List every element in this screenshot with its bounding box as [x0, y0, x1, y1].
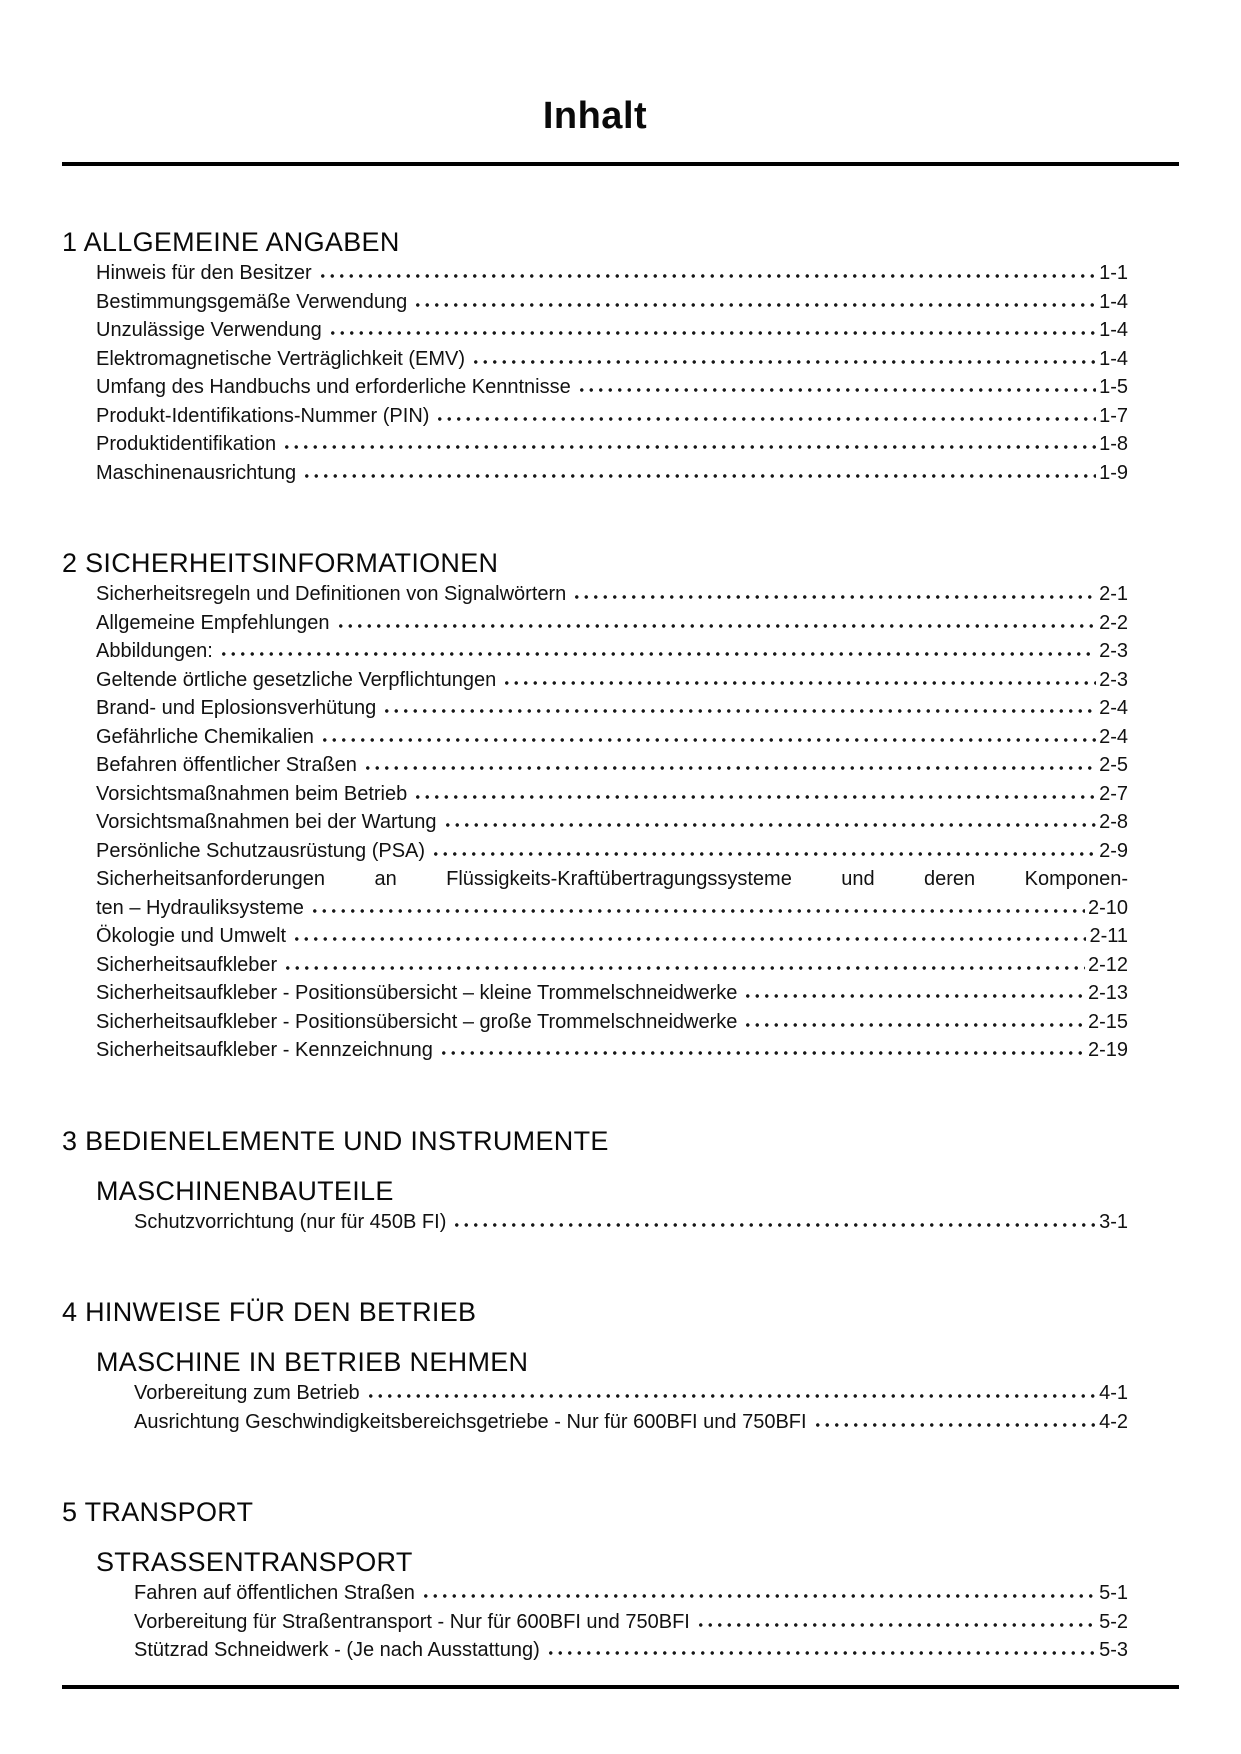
dot-leader: [741, 979, 1085, 1008]
toc-entry-label: Ökologie und Umwelt: [96, 925, 287, 947]
dot-leader: [280, 430, 1096, 459]
toc-entry: [96, 459, 1128, 488]
toc-entry: [96, 1008, 1128, 1037]
subsection-entries: [62, 1379, 1128, 1436]
toc-entry: [96, 951, 1128, 980]
dot-leader: [544, 1636, 1096, 1665]
dot-leader: [364, 1379, 1096, 1408]
page-number: 2-10: [1087, 896, 1128, 919]
toc-entry-label: Sicherheitsaufkleber - Positionsübersicht – kleine Trommelschneidwerke: [96, 982, 738, 1004]
dot-leader: [380, 694, 1096, 723]
page-number: 2-9: [1099, 839, 1128, 862]
dot-leader: [281, 951, 1085, 980]
dot-leader: [441, 808, 1097, 837]
toc-entry: [96, 288, 1128, 317]
page-number: 1-4: [1099, 319, 1128, 341]
toc-entry: [96, 430, 1128, 459]
page-number: 2-19: [1087, 1039, 1128, 1061]
dot-leader: [318, 723, 1096, 752]
subsection-heading: MASCHINENBAUTEILE: [96, 1175, 394, 1206]
dot-leader: [217, 637, 1096, 666]
page-number: 2-1: [1099, 583, 1128, 605]
dot-leader: [411, 288, 1096, 317]
page-title: Inhalt: [542, 95, 648, 137]
subsection-entries: [62, 1208, 1128, 1237]
toc-entry: [96, 637, 1128, 666]
subsection-heading: MASCHINE IN BETRIEB NEHMEN: [96, 1347, 529, 1377]
dot-leader: [741, 1008, 1085, 1037]
subsection-heading: STRASSENTRANSPORT: [96, 1547, 413, 1577]
title-bar: [62, 96, 1179, 136]
dot-leader: [429, 837, 1096, 866]
title-divider: [62, 162, 1179, 166]
toc-entry: [96, 580, 1128, 609]
dot-leader: [469, 345, 1096, 374]
dot-leader: [694, 1608, 1096, 1637]
toc-entry: [96, 402, 1128, 431]
toc-entry-label: Befahren öffentlicher Straßen: [96, 754, 357, 776]
dot-leader: [290, 922, 1086, 951]
toc-entry: [134, 1208, 1128, 1237]
section-heading: 5 TRANSPORT: [62, 1497, 254, 1527]
toc-entry-label: Allgemeine Empfehlungen: [96, 611, 330, 634]
toc-entry-label: Persönliche Schutzausrüstung (PSA): [96, 839, 426, 862]
toc-section: [62, 1295, 1128, 1436]
page-number: 5-1: [1099, 1582, 1128, 1604]
toc-entry: [134, 1636, 1128, 1665]
toc-entry-label: Sicherheitsaufkleber - Positionsübersicht – große Trommelschneidwerke: [96, 1010, 738, 1033]
toc-entry: [134, 1579, 1128, 1608]
toc-entry-label: Stützrad Schneidwerk - (Je nach Ausstattung): [134, 1639, 540, 1661]
toc-entry-label: Ausrichtung Geschwindigkeitsbereichsgetriebe - Nur für 600BFI und 750BFI: [134, 1410, 807, 1433]
page-number: 2-8: [1099, 811, 1128, 833]
dot-leader: [361, 751, 1096, 780]
page-number: 2-12: [1087, 953, 1128, 976]
toc-entry: [96, 780, 1128, 809]
toc-entry-wrapped: [62, 865, 1128, 922]
page-number: 1-9: [1099, 461, 1128, 484]
toc-section: [62, 1495, 1128, 1665]
toc-entry-label: Schutzvorrichtung (nur für 450B FI): [134, 1210, 447, 1233]
dot-leader: [411, 780, 1096, 809]
toc-entry-label: Brand- und Eplosionsverhütung: [96, 697, 377, 719]
toc-entry-label: Geltende örtliche gesetzliche Verpflichtungen: [96, 668, 497, 691]
page-number: 1-4: [1099, 347, 1128, 370]
toc-entry-label: Vorbereitung zum Betrieb: [134, 1382, 360, 1404]
dot-leader: [575, 373, 1096, 402]
dot-leader: [326, 316, 1096, 345]
toc-entry-label: Produktidentifikation: [96, 433, 277, 455]
toc-entry-label: Hinweis für den Besitzer: [96, 262, 312, 284]
dot-leader: [300, 459, 1096, 488]
toc-entry-label: Produkt-Identifikations-Nummer (PIN): [96, 404, 430, 427]
page-number: 1-5: [1099, 376, 1128, 398]
toc-entry: [96, 345, 1128, 374]
page-number: 5-3: [1099, 1639, 1128, 1661]
dot-leader: [500, 666, 1096, 695]
toc-entry: [134, 1608, 1128, 1637]
toc-entry: [96, 666, 1128, 695]
toc-entry: [134, 1408, 1128, 1437]
toc-entry: [96, 316, 1128, 345]
toc-entry-label: Sicherheitsanforderungen an Flüssigkeits-Kraftübertragungssysteme und deren Komponen-: [96, 868, 1128, 890]
toc-entry: [96, 979, 1128, 1008]
toc-section: [62, 1124, 1128, 1237]
toc-entry: [96, 609, 1128, 638]
section-heading: 1 ALLGEMEINE ANGABEN: [62, 227, 400, 257]
page-number: 2-5: [1099, 754, 1128, 776]
page-number: 4-2: [1099, 1410, 1128, 1433]
toc-entry: [134, 1379, 1128, 1408]
dot-leader: [433, 402, 1096, 431]
toc-entry-label: Gefährliche Chemikalien: [96, 725, 314, 748]
table-of-contents: [62, 225, 1179, 1665]
page-number: 2-3: [1099, 640, 1128, 662]
page-number: 2-2: [1099, 611, 1128, 634]
page-number: 2-7: [1099, 782, 1128, 805]
subsection-entries: [62, 1579, 1128, 1665]
toc-entry-label: Sicherheitsaufkleber: [96, 953, 278, 976]
toc-entry-label: ten – Hydrauliksysteme: [96, 896, 304, 919]
toc-entry-label: Vorsichtsmaßnahmen bei der Wartung: [96, 811, 437, 833]
toc-entry-label: Sicherheitsaufkleber - Kennzeichnung: [96, 1039, 433, 1061]
toc-section: [62, 225, 1128, 487]
toc-entry: [96, 808, 1128, 837]
section-heading: 3 BEDIENELEMENTE UND INSTRUMENTE: [62, 1125, 609, 1156]
dot-leader: [419, 1579, 1096, 1608]
toc-entry-label: Sicherheitsregeln und Definitionen von Signalwörtern: [96, 583, 567, 605]
page-number: 1-7: [1099, 404, 1128, 427]
toc-entry: [96, 751, 1128, 780]
toc-entry-label: Elektromagnetische Verträglichkeit (EMV): [96, 347, 466, 370]
dot-leader: [316, 259, 1096, 288]
toc-entry-label: Unzulässige Verwendung: [96, 319, 322, 341]
bottom-divider: [62, 1685, 1179, 1689]
toc-entry: [96, 922, 1128, 951]
toc-entry: [96, 259, 1128, 288]
toc-section: [62, 546, 1128, 1065]
page-number: 3-1: [1099, 1210, 1128, 1233]
toc-entry: [96, 723, 1128, 752]
toc-entry: [96, 694, 1128, 723]
page-number: 1-8: [1099, 433, 1128, 455]
page-number: 2-15: [1087, 1010, 1128, 1033]
dot-leader: [437, 1036, 1085, 1065]
dot-leader: [570, 580, 1096, 609]
page-number: 2-13: [1087, 982, 1128, 1004]
page-number: 5-2: [1099, 1610, 1128, 1633]
toc-entry: [96, 1036, 1128, 1065]
toc-entry-label: Umfang des Handbuchs und erforderliche Kenntnisse: [96, 376, 571, 398]
toc-entry-label: Bestimmungsgemäße Verwendung: [96, 290, 408, 313]
toc-entry: [96, 837, 1128, 866]
page-number: 2-4: [1099, 725, 1128, 748]
dot-leader: [450, 1208, 1096, 1237]
page-number: 2-11: [1089, 925, 1128, 947]
toc-entry: [96, 894, 1128, 923]
page-number: 4-1: [1099, 1382, 1128, 1404]
page-number: 2-3: [1099, 668, 1128, 691]
section-heading: 2 SICHERHEITSINFORMATIONEN: [62, 548, 499, 578]
toc-entry-label: Vorsichtsmaßnahmen beim Betrieb: [96, 782, 408, 805]
page-number: 2-4: [1099, 697, 1128, 719]
page-number: 1-4: [1099, 290, 1128, 313]
toc-entry-label: Abbildungen:: [96, 640, 213, 662]
page-number: 1-1: [1099, 262, 1128, 284]
dot-leader: [308, 894, 1085, 923]
dot-leader: [334, 609, 1097, 638]
dot-leader: [811, 1408, 1097, 1437]
toc-entry: [96, 373, 1128, 402]
toc-entry-label: Fahren auf öffentlichen Straßen: [134, 1582, 415, 1604]
toc-entry-label: Vorbereitung für Straßentransport - Nur für 600BFI und 750BFI: [134, 1610, 690, 1633]
toc-entry-label: Maschinenausrichtung: [96, 461, 297, 484]
section-heading: 4 HINWEISE FÜR DEN BETRIEB: [62, 1297, 477, 1327]
